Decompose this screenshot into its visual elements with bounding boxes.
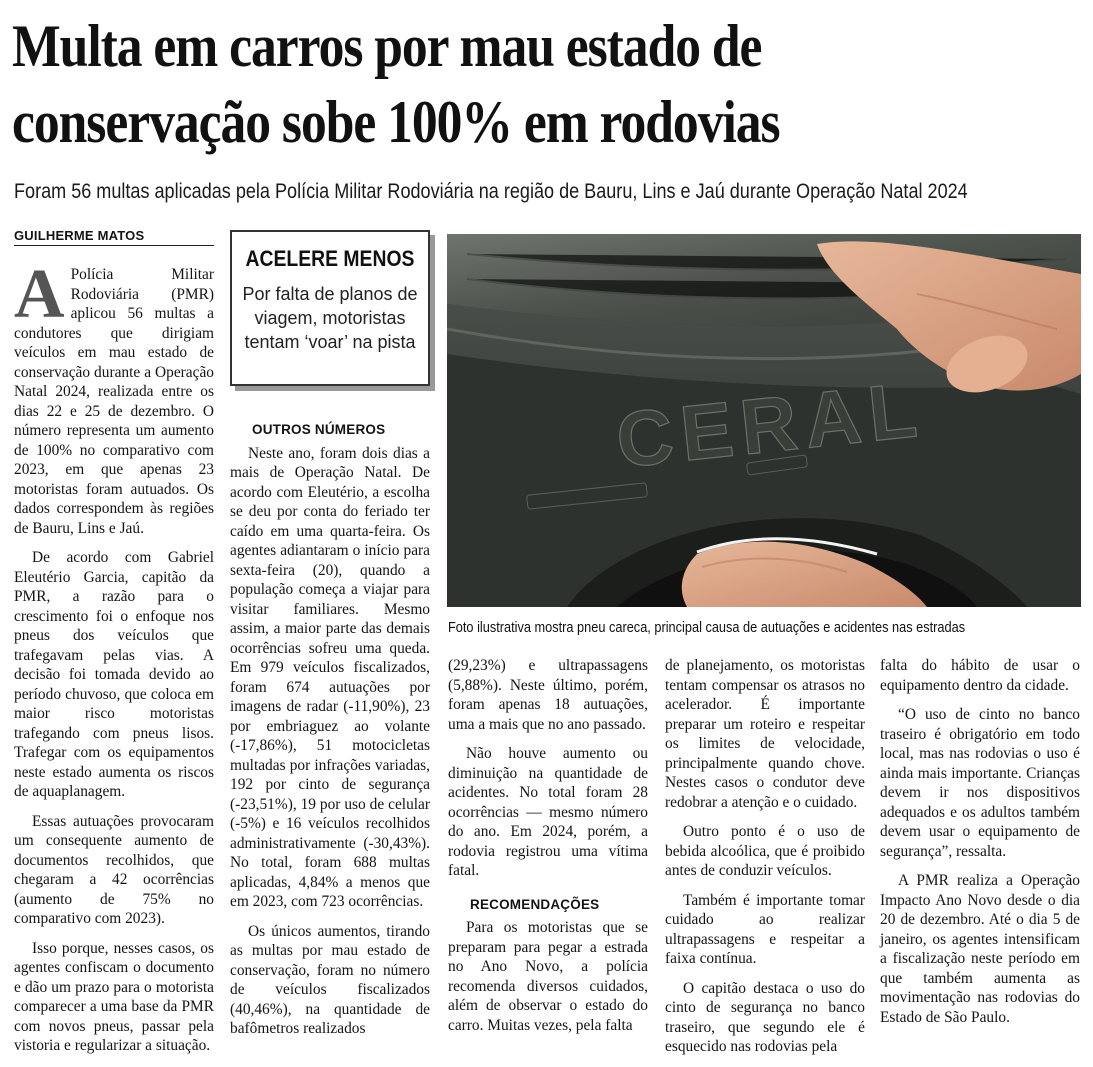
- author-byline: GUILHERME MATOS: [14, 228, 214, 246]
- tire-illustration: [447, 234, 1081, 607]
- tire-brand-lettering: CERAL: [612, 364, 929, 485]
- article-column-2: [230, 420, 430, 1049]
- paragraph: Não houve aumento ou diminuição na quantidade de acidentes. No total foram 28 ocorrências — mesmo número do ano. Em 2024, porém, a rodovia registrou uma vítima fatal.: [448, 745, 648, 879]
- section-title: OUTROS NÚMEROS: [252, 422, 386, 437]
- paragraph: Isso porque, nesses casos, os agentes confiscam o documento e dão um prazo para o motorista comparecer a uma base da PMR com novos pneus, passar pela vistoria e regularizar a situação.: [14, 939, 214, 1054]
- paragraph: A PMR realiza a Operação Impacto Ano Novo desde o dia 20 de dezembro. Até o dia 5 de janeiro, os agentes intensificam a fiscalização neste período em que também aumenta as movimentação nas rodovias do Estado de São Paulo.: [880, 872, 1080, 1026]
- sidebar-text: Por falta de planos de viagem, motoristas tentam ‘voar’ na pista: [242, 284, 418, 352]
- headline: [12, 8, 932, 160]
- paragraph: “O uso de cinto no banco traseiro é obrigatório em todo local, mas nas rodovias o uso é ainda mais importante. Crianças devem ir nos dispositivos adequados e os adultos também devem usar o equipamento de segurança”, ressalta.: [880, 706, 1080, 860]
- paragraph: Também é importante tomar cuidado ao realizar ultrapassagens e respeitar a faixa contínua.: [665, 891, 865, 967]
- paragraph: (29,23%) e ultrapassagens (5,88%). Neste último, porém, foram apenas 18 autuações, uma a mais que no ano passado.: [448, 657, 648, 733]
- paragraph: Essas autuações provocaram um consequente aumento de documentos recolhidos, que chegaram a 42 ocorrências (aumento de 75% no comparativo com 2023).: [14, 812, 214, 927]
- photo-caption: Foto ilustrativa mostra pneu careca, principal causa de autuações e acidentes nas estradas: [448, 620, 966, 636]
- paragraph: Neste ano, foram dois dias a mais de Operação Natal. De acordo com Eleutério, a escolha se deu por conta do feriado ter caído em uma quarta-feira. Os agentes adiantaram o início para sexta-feira (20), quando a população começa a viajar para visitar familiares. Mesmo assim, a maior parte das demais ocorrências sofreu uma queda. Em 979 veículos fiscalizados, foram 674 autuações por imagens de radar (-11,90%), 23 por embriaguez ao volante (-17,86%), 51 motocicletas multadas por infrações variadas, 192 por cinto de segurança (-23,51%), 19 por uso de celular (-5%) e 16 veículos recolhidos administrativamente (-30,43%). No total, foram 688 multas aplicadas, 4,84% a menos que em 2023, com 723 ocorrências.: [230, 444, 430, 910]
- drop-cap: A: [14, 256, 65, 333]
- paragraph: A Polícia Militar Rodoviária (PMR) aplicou 56 multas a condutores que dirigiam veículos em mau estado de conservação durante a Operação Natal 2024, realizada entre os dias 22 e 25 de dezembro. O número representa um aumento de 100% no comparativo com 2023, em que apenas 23 motoristas foram autuados. Os dados correspondem às regiões de Bauru, Lins e Jaú.: [14, 256, 214, 537]
- paragraph: Outro ponto é o uso de bebida alcoólica, que é proibido antes de conduzir veículos.: [665, 823, 865, 879]
- subheadline: Foram 56 multas aplicadas pela Polícia Militar Rodoviária na região de Bauru, Lins e Jaú durante Operação Natal 2024: [14, 180, 968, 203]
- paragraph: Os únicos aumentos, tirando as multas por mau estado de conservação, foram no número de veículos fiscalizados (40,46%), na quantidade de bafômetros realizados: [230, 922, 430, 1037]
- paragraph: Para os motoristas que se preparam para pegar a estrada no Ano Novo, a polícia recomenda diversos cuidados, além de observar o estado do carro. Muitas vezes, pela falta: [448, 919, 648, 1034]
- article-column-1: [14, 256, 214, 1066]
- headline-line-2: conservação sobe 100% em rodovias: [12, 89, 780, 155]
- sidebar-callout: [230, 230, 430, 386]
- paragraph: falta do hábito de usar o equipamento dentro da cidade.: [880, 657, 1080, 694]
- headline-line-1: Multa em carros por mau estado de: [12, 13, 762, 79]
- section-title: RECOMENDAÇÕES: [470, 896, 600, 912]
- sidebar-title: ACELERE MENOS: [245, 246, 415, 271]
- paragraph: O capitão destaca o uso do cinto de segurança no banco traseiro, que segundo ele é esquecido nas rodovias pela: [665, 979, 865, 1055]
- paragraph: De acordo com Gabriel Eleutério Garcia, capitão da PMR, a razão para o crescimento foi o enfoque nos pneus dos veículos que trafegavam pelas vias. A decisão foi tomada devido ao período chuvoso, que coloca em maior risco motoristas trafegando com pneus lisos. Trafegar com os equipamentos neste estado aumenta os riscos de aquaplanagem.: [14, 549, 214, 800]
- article-column-3: [448, 656, 648, 1045]
- paragraph: de planejamento, os motoristas tentam compensar os atrasos no acelerador. É importante preparar um roteiro e respeitar os limites de velocidade, principalmente quando chove. Nestes casos o condutor deve redobrar a atenção e o cuidado.: [665, 657, 865, 811]
- article-column-5: [880, 656, 1080, 1037]
- article-column-4: [665, 656, 865, 1067]
- tire-photo: [447, 234, 1081, 607]
